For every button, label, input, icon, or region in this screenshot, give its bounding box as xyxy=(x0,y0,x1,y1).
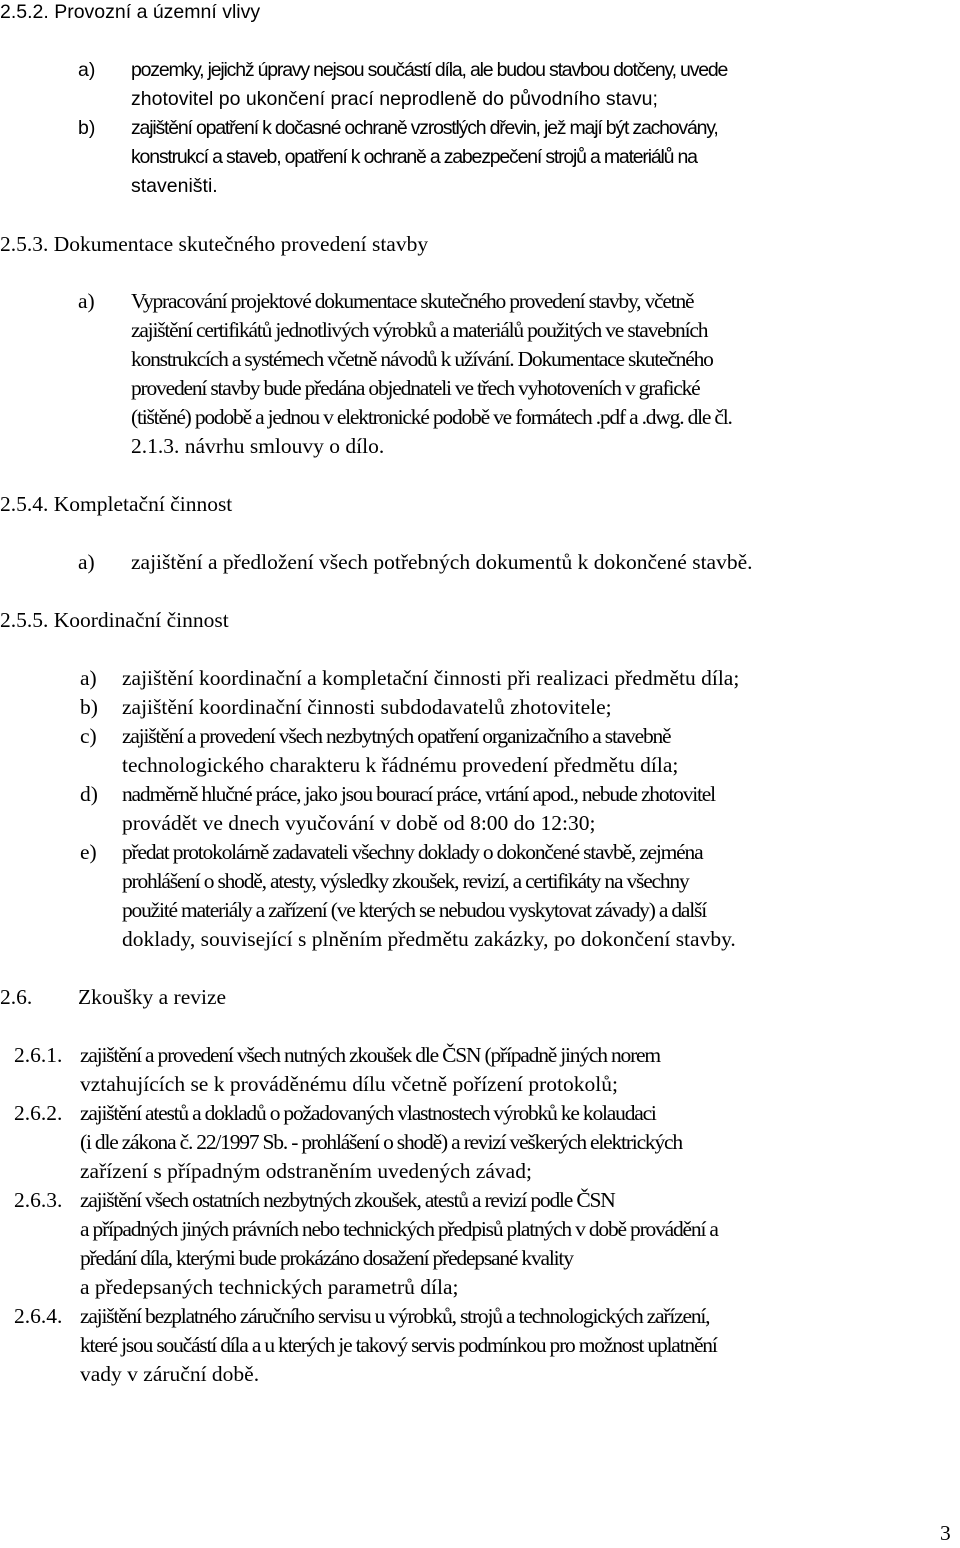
item-text: zajištění všech ostatních nezbytných zkoušek, atestů a revizí podle ČSN xyxy=(80,1188,615,1212)
section-heading-2-5-2: 2.5.2. Provozní a územní vlivy xyxy=(0,1,261,23)
item-text: vady v záruční době. xyxy=(80,1362,260,1386)
item-label-a: a) xyxy=(80,666,97,690)
item-text: konstrukcích a systémech včetně návodů k užívání. Dokumentace skutečného xyxy=(131,347,713,371)
item-text: zajištění koordinační a kompletační činnosti při realizaci předmětu díla; xyxy=(122,666,740,690)
item-label-b: b) xyxy=(78,117,96,139)
item-text: předat protokolárně zadavateli všechny doklady o dokončené stavbě, zejména xyxy=(122,840,703,864)
item-label-a: a) xyxy=(78,550,95,574)
item-number-2-6-2: 2.6.2. xyxy=(14,1101,63,1125)
section-title-2-6: Zkoušky a revize xyxy=(78,985,227,1009)
section-heading-2-5-3: 2.5.3. Dokumentace skutečného provedení stavby xyxy=(0,232,429,256)
item-text: zajištění a provedení všech nutných zkoušek dle ČSN (případně jiných norem xyxy=(80,1043,660,1067)
item-label-d: d) xyxy=(80,782,98,806)
item-text: zajištění koordinační činnosti subdodavatelů zhotovitele; xyxy=(122,695,612,719)
item-text: předání díla, kterými bude prokázáno dosažení předepsané kvality xyxy=(80,1246,573,1270)
item-text: provedení stavby bude předána objednateli ve třech vyhotoveních v grafické xyxy=(131,376,700,400)
item-text: konstrukcí a staveb, opatření k ochraně a zabezpečení strojů a materiálů na xyxy=(131,146,697,168)
item-text: a případných jiných právních nebo technických předpisů platných v době provádění a xyxy=(80,1217,718,1241)
item-text: doklady, související s plněním předmětu zakázky, po dokončení stavby. xyxy=(122,927,736,951)
page-number: 3 xyxy=(940,1521,951,1545)
item-text: technologického charakteru k řádnému provedení předmětu díla; xyxy=(122,753,679,777)
item-text: 2.1.3. návrhu smlouvy o dílo. xyxy=(131,434,385,458)
item-label-e: e) xyxy=(80,840,97,864)
item-text: nadměrně hlučné práce, jako jsou bourací práce, vrtání apod., nebude zhotovitel xyxy=(122,782,715,806)
item-text: zajištění a provedení všech nezbytných opatření organizačního a stavebně xyxy=(122,724,671,748)
item-text: které jsou součástí díla a u kterých je takový servis podmínkou pro možnost uplatnění xyxy=(80,1333,717,1357)
item-text: a předepsaných technických parametrů díla; xyxy=(80,1275,459,1299)
item-label-c: c) xyxy=(80,724,97,748)
item-text: zhotovitel po ukončení prací neprodleně do původního stavu; xyxy=(131,88,658,110)
item-text: (tištěné) podobě a jednou v elektronické podobě ve formátech .pdf a .dwg. dle čl. xyxy=(131,405,732,429)
section-heading-2-5-4: 2.5.4. Kompletační činnost xyxy=(0,492,233,516)
item-number-2-6-1: 2.6.1. xyxy=(14,1043,63,1067)
item-text: vztahujících se k prováděnému dílu včetně pořízení protokolů; xyxy=(80,1072,618,1096)
item-label-a: a) xyxy=(78,289,95,313)
item-text: staveništi. xyxy=(131,175,218,197)
item-text: zajištění bezplatného záručního servisu u výrobků, strojů a technologických zařízení, xyxy=(80,1304,710,1328)
item-text: zařízení s případným odstraněním uvedených závad; xyxy=(80,1159,532,1183)
item-text: zajištění atestů a dokladů o požadovaných vlastnostech výrobků ke kolaudaci xyxy=(80,1101,656,1125)
item-text: prohlášení o shodě, atesty, výsledky zkoušek, revizí, a certifikáty na všechny xyxy=(122,869,689,893)
item-text: (i dle zákona č. 22/1997 Sb. - prohlášení o shodě) a revizí veškerých elektrických xyxy=(80,1130,682,1154)
item-text: pozemky, jejichž úpravy nejsou součástí díla, ale budou stavbou dotčeny, uvede xyxy=(131,59,728,81)
item-text: použité materiály a zařízení (ve kterých se nebudou vyskytovat závady) a další xyxy=(122,898,706,922)
item-text: zajištění opatření k dočasné ochraně vzrostlých dřevin, jež mají být zachovány, xyxy=(131,117,718,139)
item-number-2-6-4: 2.6.4. xyxy=(14,1304,63,1328)
section-number-2-6: 2.6. xyxy=(0,985,33,1009)
item-number-2-6-3: 2.6.3. xyxy=(14,1188,63,1212)
item-text: provádět ve dnech vyučování v době od 8:00 do 12:30; xyxy=(122,811,596,835)
item-text: Vypracování projektové dokumentace skutečného provedení stavby, včetně xyxy=(131,289,694,313)
item-text: zajištění a předložení všech potřebných dokumentů k dokončené stavbě. xyxy=(131,550,753,574)
item-label-b: b) xyxy=(80,695,98,719)
section-heading-2-5-5: 2.5.5. Koordinační činnost xyxy=(0,608,229,632)
item-text: zajištění certifikátů jednotlivých výrobků a materiálů použitých ve stavebních xyxy=(131,318,708,342)
item-label-a: a) xyxy=(78,59,96,81)
